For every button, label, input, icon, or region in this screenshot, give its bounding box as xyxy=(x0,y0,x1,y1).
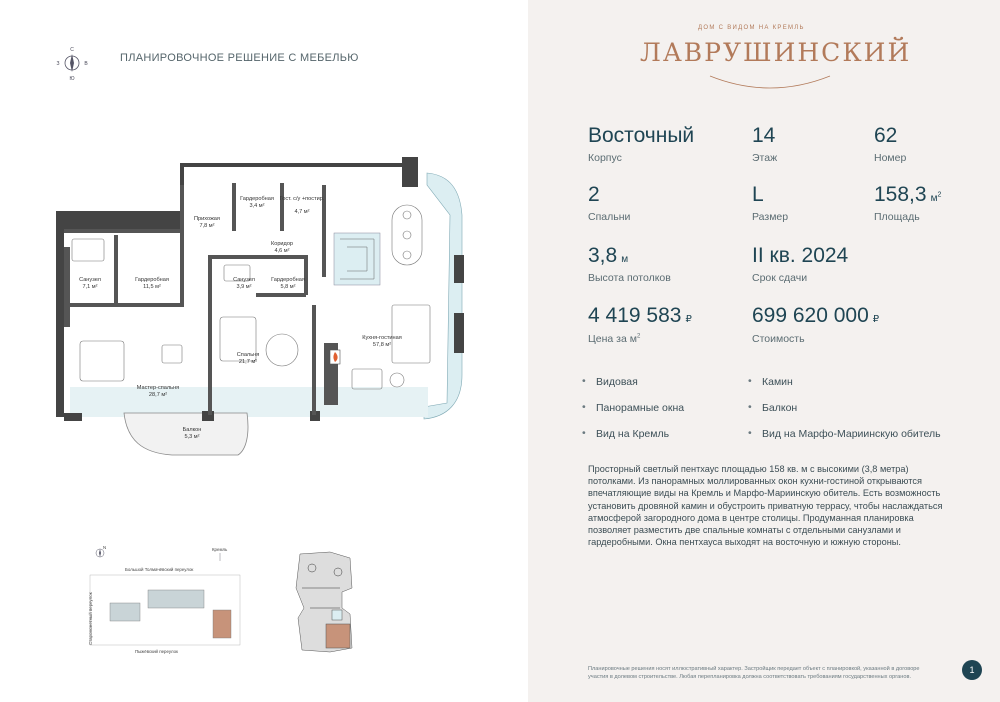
number-value: 62 xyxy=(874,124,898,147)
brand-tagline: ДОМ С ВИДОМ НА КРЕМЛЬ xyxy=(698,25,805,31)
page-number: 1 xyxy=(962,660,982,680)
compass-south: Ю xyxy=(69,76,75,81)
bedrooms-label: Спальни xyxy=(588,211,631,223)
feature-item: • Балкон xyxy=(762,402,797,414)
price-per-m-number: 4 419 583 xyxy=(588,304,682,327)
room-area: 7,8 м² xyxy=(199,223,215,229)
description: Просторный светлый пентхаус площадью 158 кв. м с высокими (3,8 метра) потолками. Из панорамных моллированных окон кухни-гостиной открываются впечатляющие виды на Кремль и Марфо-Мариинскую обитель. Есть возможность установить дровяной камин и обустроить приватную террасу, чтобы наслаждаться атмосферой загородного дома в центре столицы. Продуманная планировка позволяет разместить две спальные комнаты с отдельными санузлами и гардеробными. Окна пентхауса выходят на восточную и южную стороны. xyxy=(588,464,943,548)
room-area: 11,5 м² xyxy=(143,284,161,290)
room-label: Спальня xyxy=(236,352,260,358)
room-label: Мастер-спальня xyxy=(136,385,180,391)
room-label: Санузел xyxy=(233,277,255,283)
area-number: 158,3 xyxy=(874,183,927,206)
street-bottom: Пыжёвский переулок xyxy=(135,649,178,654)
feature-item: • Панорамные окна xyxy=(596,402,684,414)
size-value: L xyxy=(752,183,764,206)
compass-east: В xyxy=(84,61,88,67)
site-north: N xyxy=(103,545,107,550)
brand-logo: ЛАВРУШИНСКИЙ xyxy=(640,38,912,67)
floor-plan xyxy=(52,155,472,475)
price-per-m-label: Цена за $м^2$ xyxy=(588,333,641,345)
room-area: 28,7 м² xyxy=(148,392,168,398)
ceiling-unit: м xyxy=(621,254,629,265)
room-label: Гардеробная xyxy=(135,277,169,283)
size-label: Размер xyxy=(752,211,789,223)
total-price-value xyxy=(752,304,879,328)
compass-north: С xyxy=(70,47,74,53)
logo-arc-icon xyxy=(700,70,840,90)
ceiling-number: 3,8 xyxy=(588,244,618,267)
compass-icon xyxy=(54,45,90,81)
site-kremlin: Кремль xyxy=(212,547,228,552)
room-label: Гардеробная xyxy=(271,277,305,283)
room-area: 4,7 м² xyxy=(294,209,310,215)
room-label: Гост. с/у +постир. xyxy=(279,196,325,202)
price-per-m-unit: ₽ xyxy=(685,314,692,325)
delivery-value: II кв. 2024 xyxy=(752,244,849,267)
room-label: Балкон xyxy=(182,427,202,433)
room-label: Прихожая xyxy=(194,216,220,222)
street-side: Старомонетный переулок xyxy=(88,592,93,645)
area-value: 158,3 $м^2$ xyxy=(874,183,942,206)
number-label: Номер xyxy=(874,152,907,164)
compass-west: З xyxy=(56,61,60,67)
total-price-unit: ₽ xyxy=(872,314,880,325)
room-label: Гардеробная xyxy=(240,196,274,202)
delivery-label: Срок сдачи xyxy=(752,272,808,284)
key-plan xyxy=(290,548,370,658)
room-area: 5,3 м² xyxy=(184,434,200,440)
area-unit: м xyxy=(930,193,938,204)
room-area: 3,9 м² xyxy=(236,284,252,290)
floor-value: 14 xyxy=(752,124,776,147)
info-panel xyxy=(528,0,1000,702)
total-price-label: Стоимость xyxy=(752,333,805,345)
room-area: 57,8 м² xyxy=(372,342,392,348)
building-value: Восточный xyxy=(588,124,695,147)
room-area: 7,1 м² xyxy=(82,284,98,290)
feature-item: • Вид на Кремль xyxy=(596,428,669,440)
room-label: Санузел xyxy=(79,277,101,283)
feature-item: • Видовая xyxy=(596,376,638,388)
room-label: Кухня-гостиная xyxy=(362,335,402,341)
room-area: 5,8 м² xyxy=(280,284,296,290)
total-price-number: 699 620 000 xyxy=(752,304,869,327)
ceiling-value xyxy=(588,244,628,268)
street-top: Большой Толмачёвский переулок xyxy=(125,567,194,572)
feature-item: • Вид на Марфо-Мариинскую обитель xyxy=(762,428,941,440)
building-label: Корпус xyxy=(588,152,622,164)
site-plan xyxy=(80,545,250,660)
floor-label: Этаж xyxy=(752,152,778,164)
area-label: Площадь xyxy=(874,211,920,223)
room-label: Коридор xyxy=(270,241,294,247)
room-area: 21,7 м² xyxy=(238,359,258,365)
room-area: 3,4 м² xyxy=(249,203,265,209)
bedrooms-value: 2 xyxy=(588,183,600,206)
ceiling-label: Высота потолков xyxy=(588,272,671,284)
plan-title: ПЛАНИРОВОЧНОЕ РЕШЕНИЕ С МЕБЕЛЬЮ xyxy=(120,52,359,64)
feature-item: • Камин xyxy=(762,376,793,388)
price-per-m-value xyxy=(588,304,692,328)
room-area: 4,6 м² xyxy=(274,248,290,254)
disclaimer: Планировочные решения носят иллюстративный характер. Застройщик передает объект с планировкой, указанной в договоре участия в долевом строительстве. Любая перепланировка должна соответствовать требованиям государственных органов. xyxy=(588,666,920,680)
